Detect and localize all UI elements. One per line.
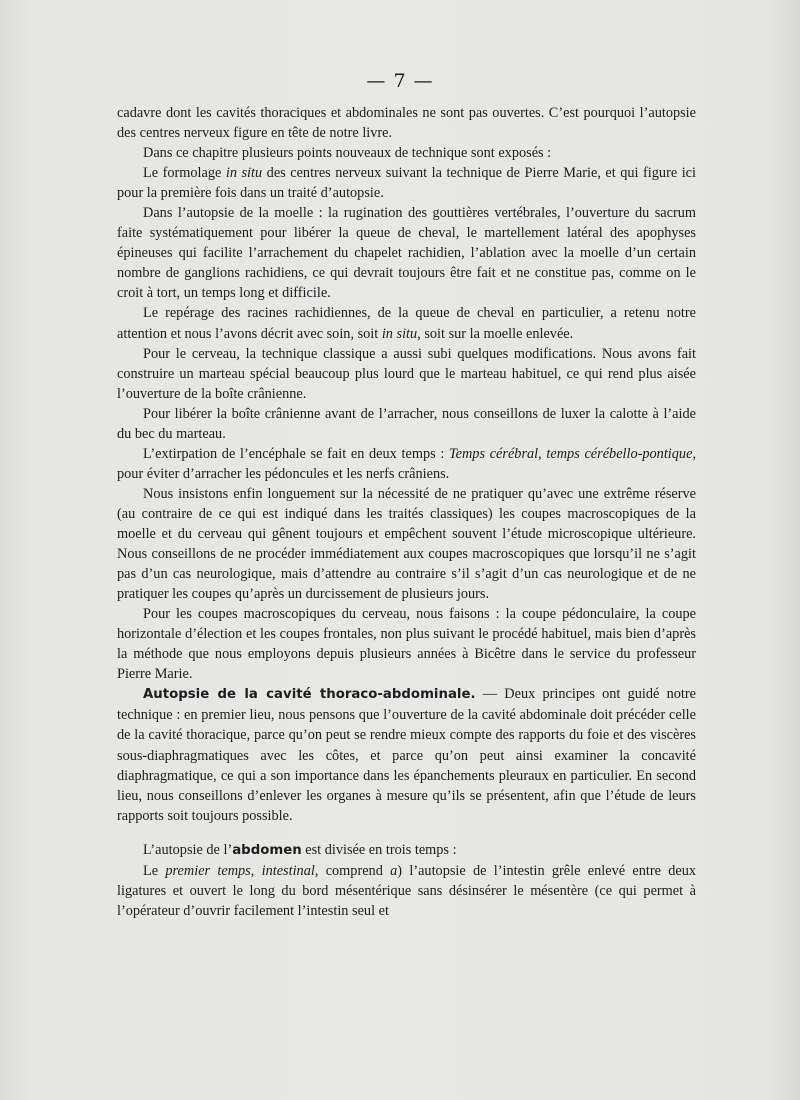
section-heading: Autopsie de la cavité thoraco-abdominale. <box>143 687 476 703</box>
page-body <box>117 103 696 921</box>
paragraph-formolage: Le formolage in situ des centres nerveux suivant la technique de Pierre Marie, et qui figure ici pour la première fois dans un traité d’autopsie. <box>117 165 696 202</box>
paragraph-thoraco-abdominale: Autopsie de la cavité thoraco-abdominale. — Deux principes ont guidé notre technique : en premier lieu, nous pensons que l’ouverture de la cavité abdominale doit précéder celle de la cavité thoracique, parce qu’on peut se rendre mieux compte des rapports du foie et des viscères sous-diaphragmatiques avec les côtes, et parce qu’on peut ainsi examiner la concavité diaphragmatique, ce qui a son importance dans les épanchements pleuraux en particulier. En second lieu, nous conseillons d’enlever les organes à mesure qu’ils se présentent, afin que l’étude de leurs rapports soit toujours possible. <box>117 686 696 824</box>
paragraph-coupes-cerveau: Pour les coupes macroscopiques du cerveau, nous faisons : la coupe pédonculaire, la coupe horizontale d’élection et les coupes frontales, non plus suivant le procédé habituel, mais bien d’après la méthode que nous employons depuis plusieurs années à Bicêtre dans le service du professeur Pierre Marie. <box>117 606 696 683</box>
paragraph-abdomen: L’autopsie de l’abdomen est divisée en trois temps : <box>143 841 457 858</box>
paragraph-premier-temps: Le premier temps, intestinal, comprend a) l’autopsie de l’intestin grêle enlevé entre deux ligatures et ouvert le long du bord mésentérique sans désinsérer le mésentère (ce qui permet à l’opérateur d’ouvrir facilement l’intestin seul et <box>117 862 696 919</box>
paragraph-moelle: Dans l’autopsie de la moelle : la rugination des gouttières vertébrales, l’ouverture du sacrum faite systématiquement pour libérer la queue de cheval, le martellement latéral des apophyses épineuses qui facilite l’arrachement du chapelet rachidien, l’ablation avec la moelle d’un certain nombre de ganglions rachidiens, ce qui devrait toujours être fait et ne constitue pas, comme on le croit à tort, un temps long et difficile. <box>117 205 696 302</box>
paragraph-extirpation: L’extirpation de l’encéphale se fait en deux temps : Temps cérébral, temps cérébello-pontique, pour éviter d’arracher les pédoncules et les nerfs crâniens. <box>117 445 697 482</box>
paragraph-intro: Dans ce chapitre plusieurs points nouveaux de technique sont exposés : <box>143 145 552 162</box>
paragraph-continuation: cadavre dont les cavités thoraciques et abdominales ne sont pas ouvertes. C’est pourquoi l’autopsie des centres nerveux figure en tête de notre livre. <box>117 105 696 142</box>
paragraph-coupes-reserve: Nous insistons enfin longuement sur la nécessité de ne pratiquer qu’avec une extrême réserve (au contraire de ce qui est indiqué dans les traités classiques) les coupes macroscopiques de la moelle et du cerveau qui gênent toujours et empêchent souvent l’étude microscopique ultérieure. Nous conseillons de ne procéder immédiatement aux coupes macroscopiques que lorsqu’il ne s’agit pas d’un cas neurologique, mais d’attendre au contraire s’il s’agit d’un cas neurologique et de ne pratiquer les coupes qu’après un durcissement de plusieurs jours. <box>117 485 696 603</box>
paragraph-racines: Le repérage des racines rachidiennes, de la queue de cheval en particulier, a retenu notre attention et nous l’avons décrit avec soin, soit in situ, soit sur la moelle enlevée. <box>117 305 696 342</box>
paragraph-cerveau: Pour le cerveau, la technique classique a aussi subi quelques modifications. Nous avons fait construire un marteau spécial beaucoup plus lourd que le marteau habituel, ce qui rend plus aisée l’ouverture de la boîte crânienne. <box>117 345 696 402</box>
paragraph-boite-cranienne: Pour libérer la boîte crânienne avant de l’arracher, nous conseillons de luxer la calotte à l’aide du bec du marteau. <box>117 405 696 442</box>
page-number: — 7 — <box>366 70 434 92</box>
